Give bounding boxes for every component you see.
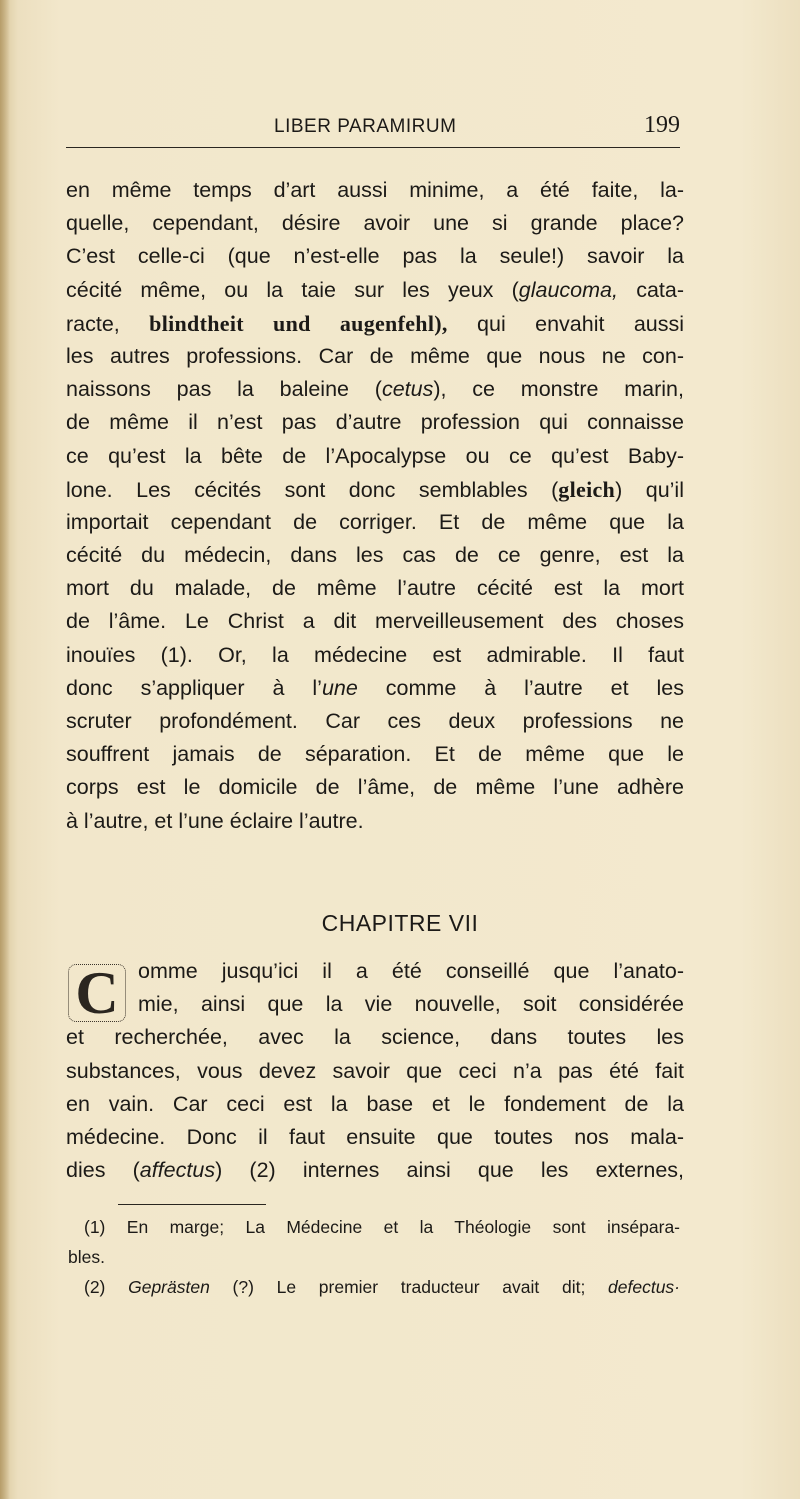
text-line: omme jusqu’ici il a été conseillé que l’anato-: [138, 959, 684, 983]
italic-term: cetus: [381, 377, 434, 402]
text-line: lone. Les cécités sont donc semblables (gleich) qu’il: [66, 476, 684, 502]
text-line: en même temps d’art aussi minime, a été faite, la-: [66, 178, 684, 202]
header-rule: [66, 147, 680, 148]
page-number: 199: [644, 112, 680, 138]
text-line: scruter profondément. Car ces deux professions ne: [66, 709, 684, 733]
chapter-paragraph: [66, 955, 684, 1187]
text-line: de l’âme. Le Christ a dit merveilleusement des choses: [66, 609, 684, 634]
text-line: souffrent jamais de séparation. Et de même que le: [66, 742, 684, 767]
text-line: C’est celle-ci (que n’est-elle pas la seule!) savoir la: [66, 244, 684, 269]
text-line: ce qu’est la bête de l’Apocalypse ou ce qu’est Baby-: [66, 443, 684, 468]
text-line: médecine. Donc il faut ensuite que toutes nos mala-: [66, 1124, 684, 1149]
footnote-rule: [118, 1204, 266, 1205]
text-line: mie, ainsi que la vie nouvelle, soit considérée: [138, 992, 684, 1017]
fraktur-term: gleich: [558, 476, 616, 502]
main-paragraph: [66, 174, 684, 838]
text-line: substances, vous devez savoir que ceci n’a pas été fait: [66, 1058, 684, 1083]
chapter-title: CHAPITRE VII: [321, 910, 479, 936]
text-line: mort du malade, de même l’autre cécité est la mort: [66, 576, 684, 601]
text-line: les autres professions. Car de même que nous ne con-: [66, 343, 684, 368]
italic-term: affectus: [139, 1158, 216, 1183]
text-line: naissons pas la baleine (cetus), ce monstre marin,: [66, 377, 684, 402]
footnote-line: (2) Geprästen (?) Le premier traducteur avait dit; defectus·: [84, 1277, 680, 1297]
footnote-line: (1) En marge; La Médecine et la Théologie sont insépara-: [84, 1217, 680, 1237]
text-line: cécité du médecin, dans les cas de ce genre, est la: [66, 543, 684, 568]
page-edge: [0, 0, 10, 1499]
text-line: cécité même, ou la taie sur les yeux (glaucoma, cata-: [66, 277, 684, 302]
text-line: racte, blindtheit und augenfehl), qui envahit aussi: [66, 310, 685, 336]
dropcap-letter: C: [75, 960, 119, 1026]
text-line: à l’autre, et l’une éclaire l’autre.: [66, 808, 364, 833]
text-line: quelle, cependant, désire avoir une si grande place?: [66, 211, 684, 236]
running-head: [66, 112, 680, 142]
italic-term: glaucoma,: [518, 277, 618, 302]
text-line: donc s’appliquer à l’une comme à l’autre et les: [66, 675, 684, 700]
text-line: en vain. Car ceci est la base et le fondement de la: [66, 1091, 684, 1116]
text-line: et recherchée, avec la science, dans toutes les: [66, 1025, 684, 1050]
text-line: corps est le domicile de l’âme, de même l’une adhère: [66, 775, 684, 800]
italic-term: une: [321, 675, 358, 700]
footnote-line: bles.: [68, 1247, 105, 1267]
text-line: de même il n’est pas d’autre profession qui connaisse: [66, 410, 684, 435]
footnotes: [68, 1212, 680, 1302]
fraktur-term: blindtheit und augenfehl),: [149, 310, 448, 336]
text-line: dies (affectus) (2) internes ainsi que les externes,: [66, 1158, 685, 1183]
italic-term: Geprästen: [128, 1277, 210, 1297]
text-line: importait cependant de corriger. Et de même que la: [66, 509, 684, 534]
running-title: LIBER PARAMIRUM: [274, 116, 457, 137]
italic-term: defectus·: [608, 1277, 680, 1297]
text-line: inouïes (1). Or, la médecine est admirable. Il faut: [66, 642, 684, 667]
